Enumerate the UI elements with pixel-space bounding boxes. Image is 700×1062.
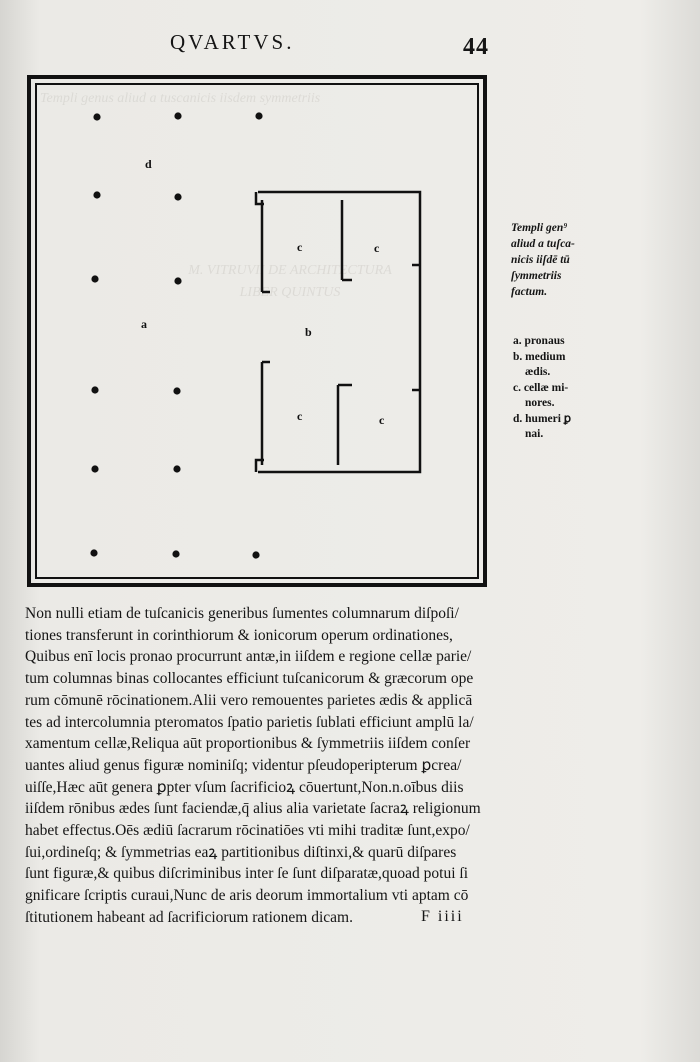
- ghost-line: LIBER QUINTUS: [239, 285, 341, 300]
- legend-item: nai.: [525, 428, 544, 440]
- legend-item: c. cellæ mi-: [513, 381, 569, 394]
- marginal-note-line: factum.: [511, 286, 548, 298]
- ghost-line: Templi genus aliud a tuscanicis iisdem symmetriis: [40, 91, 321, 106]
- text-line: ſtitutionem habeant ad ſacrificiorum rationem dicam.: [25, 908, 353, 926]
- column: [174, 112, 181, 119]
- legend-item: nores.: [525, 397, 555, 409]
- text-line: gnificare ſcriptis curaui,Nunc de aris deorum immortalium vti aptam cō: [25, 887, 469, 905]
- legend-item: a. pronaus: [513, 335, 565, 347]
- running-title: QVARTVS.: [170, 30, 295, 54]
- text-line: rum cōmunē rōcinationem.Alii vero remouentes parietes ædis & applicā: [25, 691, 473, 709]
- plan-label-a: a: [141, 317, 147, 331]
- text-line: ſunt figuræ,& quibus diſcriminibus inter ſe ſunt diſparatæ,quoad potui ſi: [25, 865, 468, 883]
- signature-mark: F iiii: [421, 908, 464, 925]
- plan-legend: [513, 334, 571, 443]
- text-line: uantes aliud genus figuræ nominiſq; videntur pſeudoperipterum ꝑcrea/: [25, 756, 462, 774]
- plan-label-c: c: [374, 241, 380, 255]
- page-number: 44: [463, 34, 489, 60]
- text-line: ſui,ordineſq; & ſymmetrias eaꝝ partitionibus diſtinxi,& quarū diſpares: [25, 843, 457, 861]
- marginal-note-line: aliud a tuſca-: [511, 238, 575, 250]
- plan-label-d: d: [145, 157, 152, 171]
- column: [174, 193, 181, 200]
- text-line: Non nulli etiam de tuſcanicis generibus ſumentes columnarum diſpoſi/: [25, 605, 459, 622]
- column: [91, 386, 98, 393]
- marginal-note-line: ſymmetriis: [511, 270, 562, 282]
- column: [174, 277, 181, 284]
- marginal-note-line: nicis iiſdē tū: [511, 254, 570, 266]
- column: [252, 551, 259, 558]
- ghost-line: M. VITRUVII DE ARCHITECTURA: [188, 263, 392, 278]
- marginal-note: [511, 220, 575, 300]
- text-line: xamentum cellæ,Reliqua aūt proportionibus & ſymmetriis iiſdem conſer: [25, 735, 471, 753]
- legend-item: b. medium: [513, 350, 566, 363]
- text-line: tum columnas binas collocantes efficiunt tuſcanicorum & græcorum ope: [25, 670, 474, 688]
- plan-label-c: c: [297, 240, 303, 254]
- column: [91, 275, 98, 282]
- plan-label-b: b: [305, 325, 312, 339]
- column: [91, 465, 98, 472]
- marginal-note-line: Templi gen⁹: [511, 222, 568, 234]
- text-line: iiſdem rōnibus ædes ſunt faciendæ,q̄ alius alia varietate ſacraꝝ religionum: [25, 800, 481, 818]
- column: [93, 113, 100, 120]
- column: [255, 112, 262, 119]
- legend-item: ædis.: [525, 366, 551, 378]
- plan-label-c: c: [379, 413, 385, 427]
- text-line: tiones transferunt in corinthiorum & ionicorum operum ordinationes,: [25, 626, 453, 644]
- column: [173, 465, 180, 472]
- text-line: Quibus enī locis pronao procurrunt antæ,in iiſdem e regione cellæ parie/: [25, 648, 472, 666]
- column: [172, 550, 179, 557]
- text-line: habet effectus.Oēs ædiū ſacrarum rōcinatiōes vti mihi traditæ ſunt,expo/: [25, 822, 470, 840]
- legend-item: d. humeri ꝑ: [513, 412, 572, 425]
- column: [173, 387, 180, 394]
- text-line: uiſſe,Hæc aūt genera ꝑpter vſum ſacrificioꝝ cōuertunt,Non.n.oībus diis: [25, 778, 464, 796]
- text-line: tes ad intercolumnia pteromatos ſpatio parietis ſublati efficiunt amplū la/: [25, 713, 474, 731]
- main-text: [25, 603, 520, 929]
- plan-label-c: c: [297, 409, 303, 423]
- column: [93, 191, 100, 198]
- column: [90, 549, 97, 556]
